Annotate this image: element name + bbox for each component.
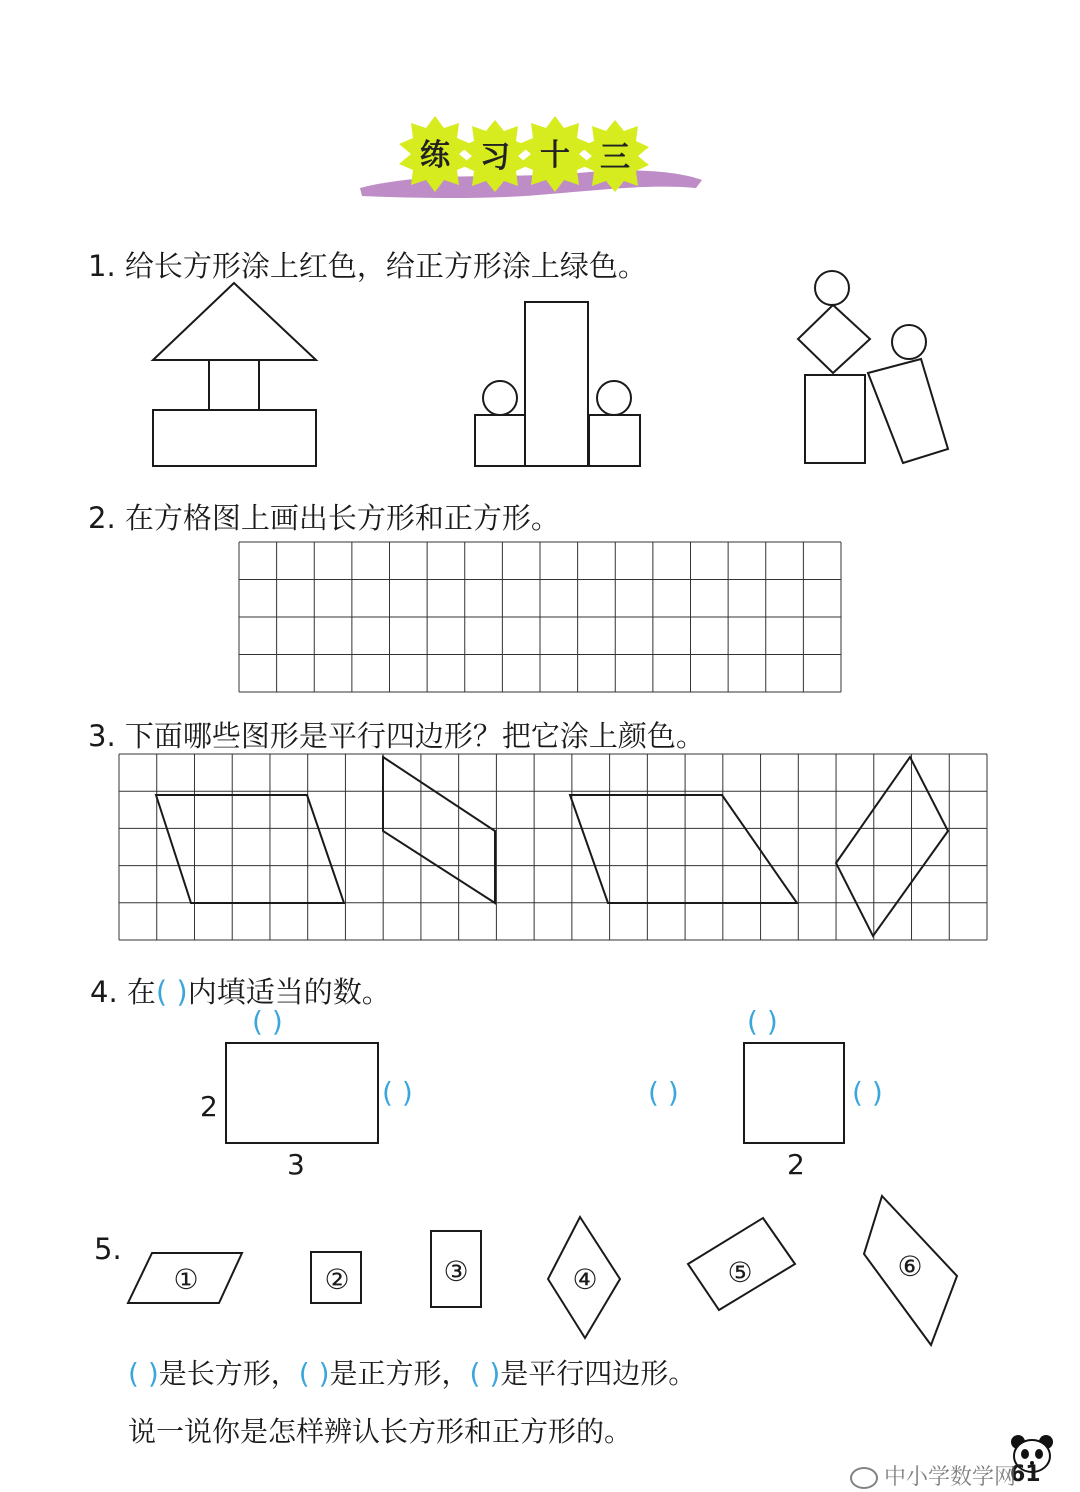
q4-suffix: 内填适当的数。 — [187, 975, 391, 1009]
question-5-number: 5. — [94, 1232, 122, 1266]
question-2: 2. 在方格图上画出长方形和正方形。 — [88, 501, 560, 535]
square-right-blank[interactable]: ( ) — [852, 1076, 883, 1109]
page-number: 61 — [1010, 1462, 1041, 1487]
wechat-icon — [850, 1467, 878, 1489]
answer-blank-square[interactable]: ( ) — [298, 1357, 330, 1390]
answer-parallelogram-text: 是平行四边形。 — [500, 1357, 697, 1390]
watermark-text: 中小学数学网 — [884, 1465, 1017, 1490]
title-char-4: 三 — [600, 140, 630, 175]
q5-label-2: ② — [324, 1263, 350, 1296]
q5-answer-line — [128, 1352, 696, 1392]
q5-label-4: ④ — [572, 1263, 598, 1296]
answer-blank-rectangle[interactable]: ( ) — [128, 1357, 159, 1390]
answer-rectangle-text: 是长方形， — [158, 1357, 299, 1390]
rect-bottom-label: 3 — [287, 1148, 305, 1181]
answer-blank-parallelogram[interactable]: ( ) — [469, 1357, 501, 1390]
square-left-blank[interactable]: ( ) — [648, 1076, 679, 1109]
watermark — [850, 1460, 1016, 1491]
title-char-2: 习 — [480, 140, 510, 175]
title-char-1: 练 — [420, 138, 450, 173]
square-top-blank[interactable]: ( ) — [747, 1005, 778, 1038]
rect-left-label: 2 — [200, 1090, 218, 1123]
rect-top-blank[interactable]: ( ) — [252, 1005, 283, 1038]
q5-discuss: 说一说你是怎样辨认长方形和正方形的。 — [128, 1415, 633, 1448]
square-bottom-label: 2 — [787, 1148, 805, 1181]
q4-inline-paren: ( ) — [155, 975, 188, 1009]
q5-label-3: ③ — [443, 1255, 469, 1288]
q5-label-1: ① — [173, 1263, 199, 1296]
rect-right-blank[interactable]: ( ) — [382, 1076, 413, 1109]
q4-prefix: 4. 在 — [90, 975, 156, 1009]
question-3: 3. 下面哪些图形是平行四边形？把它涂上颜色。 — [88, 719, 705, 753]
title-char-3: 十 — [540, 138, 570, 173]
answer-square-text: 是正方形， — [329, 1357, 470, 1390]
q5-label-5: ⑤ — [727, 1256, 753, 1289]
q5-label-6: ⑥ — [897, 1250, 923, 1283]
question-1: 1. 给长方形涂上红色，给正方形涂上绿色。 — [88, 249, 647, 283]
